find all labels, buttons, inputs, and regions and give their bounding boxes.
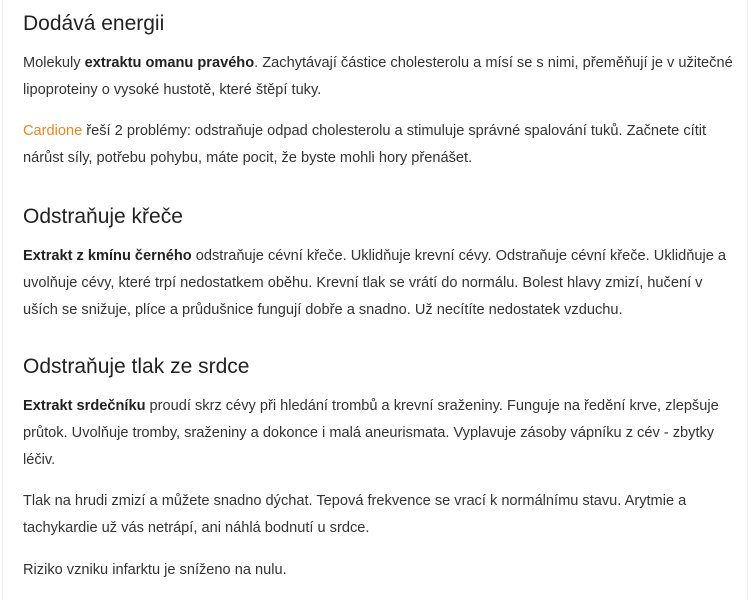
paragraph-text-before: Molekuly xyxy=(23,55,85,71)
paragraph-cardione xyxy=(23,118,735,172)
paragraph-text: řeší 2 problémy: odstraňuje odpad cholesterolu a stimuluje správné spalování tuků. Začnete cítit nárůst síly, potřebu pohybu, máte pocit, že byste mohli hory přenášet. xyxy=(23,123,707,166)
paragraph-text: proudí skrz cévy při hledání trombů a krevní sraženiny. Funguje na ředění krve, zlepšuje průtok. Uvolňuje tromby, sraženiny a dokonce i malá aneurismata. Vyplavuje zásoby vápníku z cév - zbytky léčiv. xyxy=(23,398,719,468)
article-content xyxy=(2,0,748,600)
ingredient-name-motherwort: Extrakt srdečníku xyxy=(23,398,146,414)
product-name-cardione: Cardione xyxy=(23,123,83,139)
section-heading-cramps: Odstraňuje křeče xyxy=(23,205,183,228)
paragraph-chest-pressure: Tlak na hrudi zmizí a můžete snadno dýchat. Tepová frekvence se vrací k normálnímu stavu. Arytmie a tachykardie už vás netrápí, ani náhlá bodnutí u srdce. xyxy=(23,493,687,536)
section-heading-heart-pressure: Odstraňuje tlak ze srdce xyxy=(23,355,250,378)
paragraph-elecampane xyxy=(23,50,735,104)
paragraph-text: odstraňuje cévní křeče. Uklidňuje krevní cévy. Odstraňuje cévní křeče. Uklidňuje a uvolňuje cévy, které trpí nedostatkem oběhu. Krevní tlak se vrátí do normálu. Bolest hlavy zmizí, hučení v uších se snižuje, plíce a průdušnice fungují dobře a snadno. Už necítíte nedostatek vzduchu. xyxy=(23,248,726,318)
paragraph-text: . Zachytávají částice cholesterolu a mísí se s nimi, přeměňují je v užitečné lipoproteiny o vysoké hustotě, které štěpí tuky. xyxy=(23,55,733,98)
ingredient-name-black-cumin: Extrakt z kmínu černého xyxy=(23,248,192,264)
paragraph-motherwort xyxy=(23,393,735,474)
paragraph-black-cumin xyxy=(23,243,735,324)
section-heading-energy: Dodává energii xyxy=(23,12,165,35)
paragraph-infarct-risk: Riziko vzniku infarktu je sníženo na nulu. xyxy=(23,562,287,578)
ingredient-name-elecampane: extraktu omanu pravého xyxy=(84,55,255,71)
